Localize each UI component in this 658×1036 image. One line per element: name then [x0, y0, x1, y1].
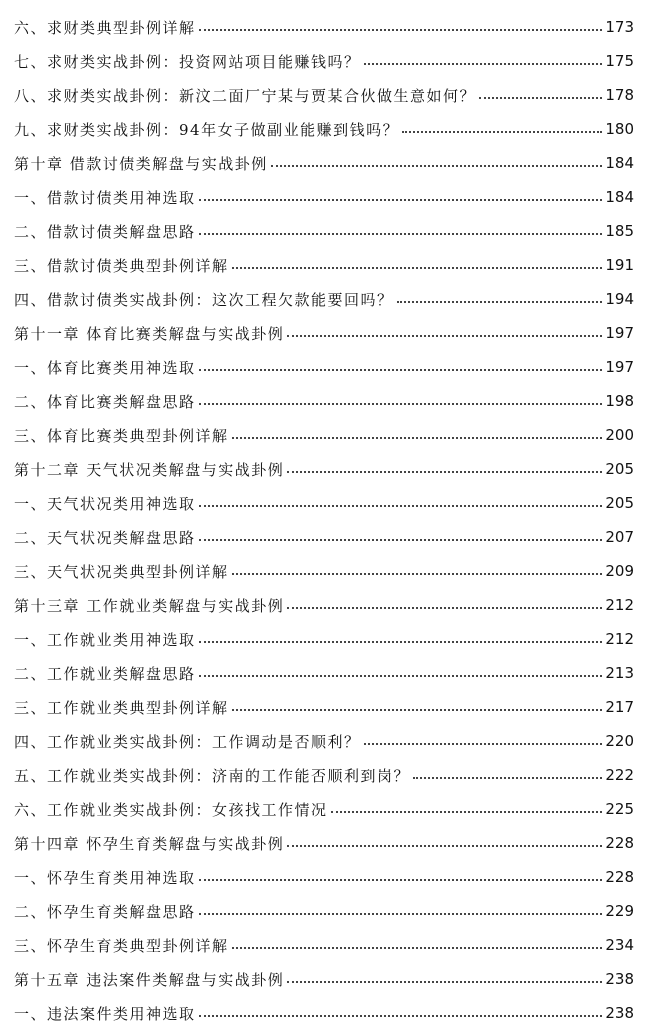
toc-entry-page: 212	[605, 630, 634, 648]
toc-entry-title: 二、天气状况类解盘思路	[14, 528, 196, 547]
toc-entry-page: 184	[605, 188, 634, 206]
toc-entry-title: 四、借款讨债类实战卦例：这次工程欠款能要回吗？	[14, 290, 394, 309]
toc-leader-dots	[364, 63, 603, 65]
toc-entry-title: 九、求财类实战卦例：94年女子做副业能赚到钱吗？	[14, 120, 400, 139]
toc-entry-page: 222	[605, 766, 634, 784]
toc-leader-dots	[199, 233, 603, 235]
toc-chapter-entry[interactable]	[0, 962, 658, 996]
toc-entry-page: 238	[605, 970, 634, 988]
toc-chapter-entry[interactable]	[0, 826, 658, 860]
toc-entry-page: 198	[605, 392, 634, 410]
toc-entry[interactable]	[0, 928, 658, 962]
toc-leader-dots	[199, 641, 603, 643]
toc-entry-title: 二、怀孕生育类解盘思路	[14, 902, 196, 921]
toc-leader-dots	[364, 743, 603, 745]
toc-chapter-entry[interactable]	[0, 452, 658, 486]
toc-entry-title: 三、天气状况类典型卦例详解	[14, 562, 229, 581]
toc-leader-dots	[232, 437, 603, 439]
toc-entry[interactable]	[0, 180, 658, 214]
toc-entry-page: 228	[605, 868, 634, 886]
toc-leader-dots	[199, 675, 603, 677]
toc-entry-page: 184	[605, 154, 634, 172]
toc-entry-page: 229	[605, 902, 634, 920]
toc-entry-page: 209	[605, 562, 634, 580]
toc-entry-page: 194	[605, 290, 634, 308]
toc-leader-dots	[199, 879, 603, 881]
toc-entry-page: 185	[605, 222, 634, 240]
toc-entry-title: 二、工作就业类解盘思路	[14, 664, 196, 683]
toc-entry-page: 178	[605, 86, 634, 104]
toc-leader-dots	[397, 301, 603, 303]
toc-entry-page: 225	[605, 800, 634, 818]
toc-leader-dots	[199, 29, 603, 31]
toc-entry[interactable]	[0, 860, 658, 894]
table-of-contents	[0, 10, 658, 1030]
toc-entry[interactable]	[0, 78, 658, 112]
toc-entry[interactable]	[0, 282, 658, 316]
toc-entry-title: 三、工作就业类典型卦例详解	[14, 698, 229, 717]
toc-entry[interactable]	[0, 112, 658, 146]
toc-leader-dots	[413, 777, 602, 779]
toc-entry-title: 第十四章 怀孕生育类解盘与实战卦例	[14, 834, 285, 853]
toc-leader-dots	[232, 709, 603, 711]
toc-entry-title: 第十章 借款讨债类解盘与实战卦例	[14, 154, 268, 173]
toc-entry-title: 三、借款讨债类典型卦例详解	[14, 256, 229, 275]
toc-entry-page: 180	[605, 120, 634, 138]
toc-entry-page: 217	[605, 698, 634, 716]
toc-leader-dots	[479, 97, 602, 99]
toc-entry[interactable]	[0, 690, 658, 724]
toc-entry[interactable]	[0, 44, 658, 78]
toc-entry-title: 二、体育比赛类解盘思路	[14, 392, 196, 411]
toc-entry[interactable]	[0, 758, 658, 792]
toc-leader-dots	[199, 913, 603, 915]
toc-entry[interactable]	[0, 622, 658, 656]
toc-entry-title: 八、求财类实战卦例：新汶二面厂宁某与贾某合伙做生意如何？	[14, 86, 477, 105]
toc-leader-dots	[287, 845, 602, 847]
toc-leader-dots	[199, 199, 603, 201]
toc-entry-page: 212	[605, 596, 634, 614]
toc-entry-title: 三、体育比赛类典型卦例详解	[14, 426, 229, 445]
toc-leader-dots	[287, 981, 602, 983]
toc-entry-title: 四、工作就业类实战卦例：工作调动是否顺利？	[14, 732, 361, 751]
toc-entry[interactable]	[0, 724, 658, 758]
toc-entry[interactable]	[0, 520, 658, 554]
toc-leader-dots	[199, 1015, 603, 1017]
toc-entry-page: 220	[605, 732, 634, 750]
toc-entry-page: 234	[605, 936, 634, 954]
toc-leader-dots	[232, 573, 603, 575]
toc-leader-dots	[271, 165, 603, 167]
toc-entry-title: 二、借款讨债类解盘思路	[14, 222, 196, 241]
toc-entry-title: 第十三章 工作就业类解盘与实战卦例	[14, 596, 285, 615]
toc-entry-page: 175	[605, 52, 634, 70]
toc-entry[interactable]	[0, 350, 658, 384]
toc-leader-dots	[402, 131, 602, 133]
toc-leader-dots	[199, 403, 603, 405]
toc-entry-title: 六、求财类典型卦例详解	[14, 18, 196, 37]
toc-entry[interactable]	[0, 418, 658, 452]
toc-entry-title: 第十一章 体育比赛类解盘与实战卦例	[14, 324, 285, 343]
toc-chapter-entry[interactable]	[0, 316, 658, 350]
toc-entry-title: 五、工作就业类实战卦例：济南的工作能否顺利到岗？	[14, 766, 411, 785]
toc-entry-page: 228	[605, 834, 634, 852]
toc-entry-page: 238	[605, 1004, 634, 1022]
toc-entry-title: 三、怀孕生育类典型卦例详解	[14, 936, 229, 955]
toc-entry-title: 第十五章 违法案件类解盘与实战卦例	[14, 970, 285, 989]
toc-entry-title: 一、借款讨债类用神选取	[14, 188, 196, 207]
toc-entry-page: 205	[605, 460, 634, 478]
toc-entry-title: 六、工作就业类实战卦例：女孩找工作情况	[14, 800, 328, 819]
toc-entry[interactable]	[0, 554, 658, 588]
toc-leader-dots	[287, 607, 602, 609]
toc-entry[interactable]	[0, 384, 658, 418]
toc-entry[interactable]	[0, 486, 658, 520]
toc-entry[interactable]	[0, 996, 658, 1030]
toc-entry-page: 191	[605, 256, 634, 274]
toc-entry-title: 一、天气状况类用神选取	[14, 494, 196, 513]
toc-entry-page: 200	[605, 426, 634, 444]
toc-entry-page: 213	[605, 664, 634, 682]
toc-leader-dots	[331, 811, 603, 813]
toc-entry[interactable]	[0, 10, 658, 44]
toc-entry[interactable]	[0, 214, 658, 248]
toc-leader-dots	[287, 335, 602, 337]
toc-entry[interactable]	[0, 656, 658, 690]
toc-entry-title: 一、体育比赛类用神选取	[14, 358, 196, 377]
toc-entry-page: 173	[605, 18, 634, 36]
toc-entry-page: 205	[605, 494, 634, 512]
toc-entry-title: 一、工作就业类用神选取	[14, 630, 196, 649]
toc-entry-title: 第十二章 天气状况类解盘与实战卦例	[14, 460, 285, 479]
toc-leader-dots	[232, 947, 603, 949]
toc-entry-page: 197	[605, 324, 634, 342]
toc-chapter-entry[interactable]	[0, 146, 658, 180]
toc-leader-dots	[199, 539, 603, 541]
toc-entry[interactable]	[0, 248, 658, 282]
toc-leader-dots	[232, 267, 603, 269]
toc-entry-page: 207	[605, 528, 634, 546]
toc-entry[interactable]	[0, 894, 658, 928]
toc-entry-title: 一、违法案件类用神选取	[14, 1004, 196, 1023]
toc-entry[interactable]	[0, 792, 658, 826]
toc-leader-dots	[287, 471, 602, 473]
toc-leader-dots	[199, 369, 603, 371]
toc-leader-dots	[199, 505, 603, 507]
toc-entry-title: 七、求财类实战卦例：投资网站项目能赚钱吗？	[14, 52, 361, 71]
toc-chapter-entry[interactable]	[0, 588, 658, 622]
toc-entry-title: 一、怀孕生育类用神选取	[14, 868, 196, 887]
toc-entry-page: 197	[605, 358, 634, 376]
